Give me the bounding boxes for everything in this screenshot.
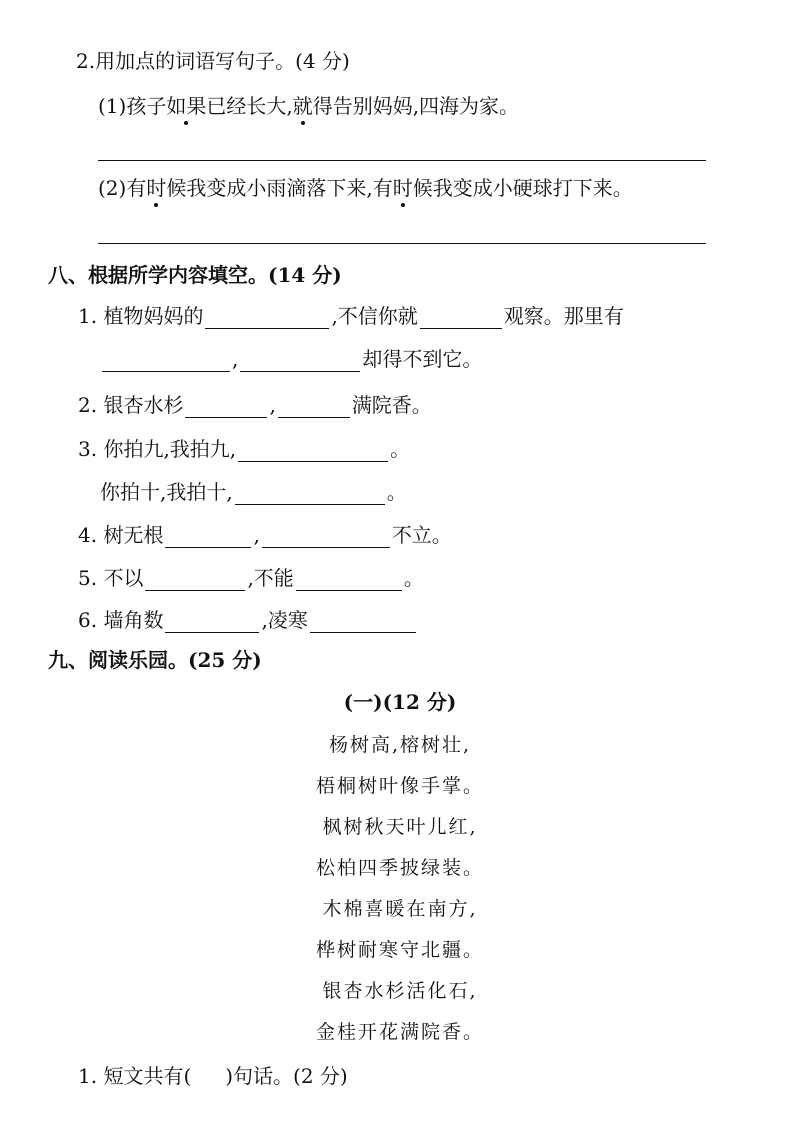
q2-title: 2.用加点的词语写句子。(4 分) (76, 49, 350, 73)
blank-input[interactable] (165, 610, 259, 633)
blank-input[interactable] (296, 568, 402, 591)
q2-sentence-2: (2)有时候我变成小雨滴落下来,有时候我变成小硬球打下来。 (98, 176, 633, 200)
blank-input[interactable] (278, 395, 350, 418)
dotted-word: 有时候 (126, 176, 187, 200)
reading-question-1: 1. 短文共有( )句话。(2 分) (78, 1064, 348, 1088)
dotted-word: 就 (292, 94, 313, 118)
blank-input[interactable] (165, 525, 251, 548)
fill-item-6: 6. 墙角数 ,凌寒 (78, 607, 418, 633)
blank-input[interactable] (145, 568, 245, 591)
poem-line: 银杏水杉活化石, (322, 980, 478, 1002)
poem-line: 金桂开花满院香。 (315, 1021, 484, 1043)
blank-input[interactable] (205, 306, 329, 329)
poem-line: 梧桐树叶像手掌。 (315, 775, 484, 797)
fill-item-1-line-1: 1. 植物妈妈的 ,不信你就 观察。那里有 (78, 304, 624, 328)
blank-input[interactable] (102, 349, 230, 372)
blank-input[interactable] (238, 439, 388, 462)
poem-line: 桦树耐寒守北疆。 (315, 939, 484, 961)
dotted-word: 有时候 (372, 176, 433, 200)
reading-part-title: (一)(12 分) (343, 690, 457, 714)
fill-item-4: 4. 树无根 , 不立。 (78, 523, 452, 547)
fill-item-1-line-2: , 却得不到它。 (100, 346, 482, 372)
blank-input[interactable] (235, 482, 385, 505)
poem-line: 木棉喜暖在南方, (322, 898, 478, 920)
answer-line-2[interactable] (98, 243, 706, 244)
dotted-word: 如果 (166, 94, 207, 118)
blank-input[interactable] (262, 525, 390, 548)
section-8-title: 八、根据所学内容填空。(14 分) (48, 263, 342, 287)
q2-sentence-1: (1)孩子如果已经长大,就得告别妈妈,四海为家。 (98, 94, 520, 118)
section-9-title: 九、阅读乐园。(25 分) (48, 648, 262, 672)
blank-input[interactable] (420, 306, 502, 329)
blank-input[interactable] (185, 395, 267, 418)
poem-line: 松柏四季披绿装。 (315, 857, 484, 879)
fill-item-5: 5. 不以 ,不能 。 (78, 566, 424, 590)
fill-item-3b: 你拍十,我拍十, 。 (100, 480, 407, 504)
poem-line: 枫树秋天叶儿红, (322, 816, 478, 838)
poem-line: 杨树高,榕树壮, (328, 734, 472, 756)
answer-line-1[interactable] (98, 160, 706, 161)
blank-input[interactable] (310, 610, 416, 633)
fill-item-3a: 3. 你拍九,我拍九, 。 (78, 437, 411, 461)
fill-item-2: 2. 银杏水杉 , 满院香。 (78, 393, 432, 417)
blank-input[interactable] (240, 349, 360, 372)
